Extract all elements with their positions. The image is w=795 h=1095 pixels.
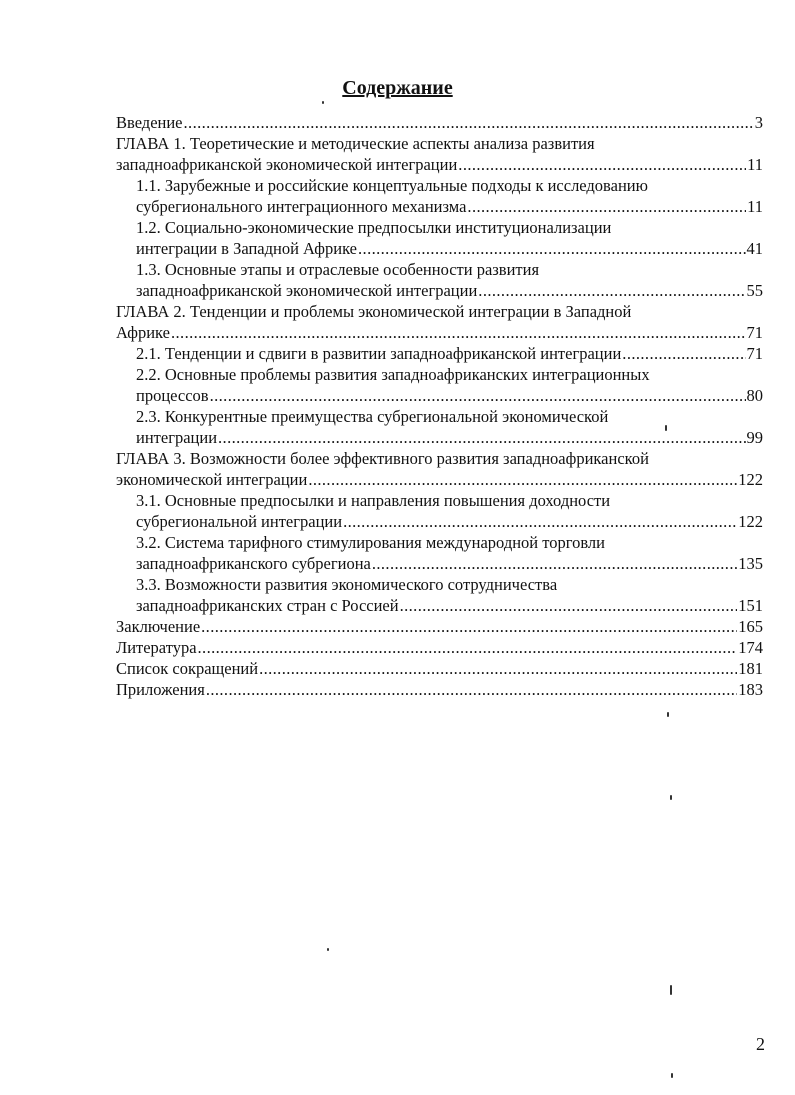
toc-subsection-line bbox=[116, 217, 763, 238]
toc-page-number: 135 bbox=[738, 554, 763, 573]
scan-speck bbox=[322, 101, 324, 104]
toc-page-number: 122 bbox=[738, 470, 763, 489]
toc-entry-text: субрегионального интеграционного механизма bbox=[136, 197, 467, 216]
toc-leader-dots bbox=[458, 154, 746, 175]
toc-entry-text: 2.3. Конкурентные преимущества субрегиональной экономической bbox=[136, 407, 609, 426]
toc-entry-text: Заключение bbox=[116, 617, 201, 636]
toc-leader-dots bbox=[201, 616, 737, 637]
toc-section-line bbox=[116, 154, 763, 175]
scan-speck bbox=[670, 795, 672, 800]
toc-subsection-line bbox=[116, 175, 763, 196]
table-of-contents bbox=[116, 112, 763, 700]
toc-entry-text: западноафриканской экономической интеграции bbox=[116, 155, 458, 174]
toc-subsection-line bbox=[116, 553, 763, 574]
toc-page-number: 80 bbox=[746, 386, 763, 405]
toc-entry-text: Введение bbox=[116, 113, 183, 132]
scan-speck bbox=[667, 712, 669, 717]
toc-subsection-line bbox=[116, 406, 763, 427]
toc-subsection-line bbox=[116, 196, 763, 217]
toc-leader-dots bbox=[478, 280, 745, 301]
toc-leader-dots bbox=[210, 385, 746, 406]
toc-leader-dots bbox=[467, 196, 746, 217]
toc-entry-text: 1.3. Основные этапы и отраслевые особенности развития bbox=[136, 260, 540, 279]
toc-leader-dots bbox=[171, 322, 746, 343]
toc-subsection-line bbox=[116, 364, 763, 385]
toc-entry-text: 3.1. Основные предпосылки и направления повышения доходности bbox=[136, 491, 611, 510]
toc-subsection-line bbox=[116, 259, 763, 280]
toc-leader-dots bbox=[206, 679, 737, 700]
toc-entry-text: ГЛАВА 3. Возможности более эффективного развития западноафриканской bbox=[116, 449, 649, 468]
toc-entry-text: процессов bbox=[136, 386, 209, 405]
toc-entry-text: 1.1. Зарубежные и российские концептуальные подходы к исследованию bbox=[136, 176, 648, 195]
toc-entry-text: субрегиональной интеграции bbox=[136, 512, 343, 531]
toc-subsection-line bbox=[116, 574, 763, 595]
toc-section-line bbox=[116, 301, 763, 322]
toc-page-number: 71 bbox=[746, 344, 763, 363]
toc-entry-text: Список сокращений bbox=[116, 659, 259, 678]
toc-entry-text: 2.1. Тенденции и сдвиги в развитии западноафриканской интеграции bbox=[136, 344, 622, 363]
page-number: 2 bbox=[756, 1034, 765, 1054]
toc-entry-text: Приложения bbox=[116, 680, 205, 699]
toc-entry-text: ГЛАВА 1. Теоретические и методические аспекты анализа развития bbox=[116, 134, 595, 153]
toc-entry-text: Литература bbox=[116, 638, 197, 657]
toc-page-number: 181 bbox=[738, 659, 763, 678]
toc-section-line bbox=[116, 616, 763, 637]
toc-page-number: 122 bbox=[738, 512, 763, 531]
toc-leader-dots bbox=[259, 658, 737, 679]
toc-section-line bbox=[116, 658, 763, 679]
toc-page-number: 55 bbox=[746, 281, 763, 300]
scan-speck bbox=[671, 1073, 673, 1078]
scan-speck bbox=[670, 985, 672, 995]
toc-section-line bbox=[116, 322, 763, 343]
toc-page-number: 165 bbox=[738, 617, 763, 636]
toc-leader-dots bbox=[358, 238, 745, 259]
toc-section-line bbox=[116, 448, 763, 469]
toc-page-number: 174 bbox=[738, 638, 763, 657]
toc-section-line bbox=[116, 469, 763, 490]
toc-entry-text: экономической интеграции bbox=[116, 470, 308, 489]
toc-leader-dots bbox=[400, 595, 738, 616]
toc-page-number: 11 bbox=[747, 155, 763, 174]
toc-entry-text: 3.3. Возможности развития экономического сотрудничества bbox=[136, 575, 558, 594]
toc-page-number: 151 bbox=[738, 596, 763, 615]
toc-subsection-line bbox=[116, 343, 763, 364]
toc-entry-text: западноафриканского субрегиона bbox=[136, 554, 371, 573]
toc-page-number: 183 bbox=[738, 680, 763, 699]
toc-subsection-line bbox=[116, 532, 763, 553]
toc-leader-dots bbox=[198, 637, 738, 658]
toc-subsection-line bbox=[116, 385, 763, 406]
toc-entry-text: 1.2. Социально-экономические предпосылки институционализации bbox=[136, 218, 612, 237]
toc-subsection-line bbox=[116, 511, 763, 532]
toc-subsection-line bbox=[116, 490, 763, 511]
toc-leader-dots bbox=[372, 553, 737, 574]
toc-leader-dots bbox=[622, 343, 745, 364]
toc-entry-text: Африке bbox=[116, 323, 170, 342]
toc-section-line bbox=[116, 112, 763, 133]
toc-title: Содержание bbox=[342, 77, 453, 99]
toc-page-number: 11 bbox=[747, 197, 763, 216]
toc-page-number: 3 bbox=[754, 113, 763, 132]
toc-entry-text: западноафриканской экономической интеграции bbox=[136, 281, 478, 300]
toc-subsection-line bbox=[116, 595, 763, 616]
scan-speck bbox=[665, 425, 667, 431]
toc-subsection-line bbox=[116, 238, 763, 259]
toc-entry-text: 2.2. Основные проблемы развития западноафриканских интеграционных bbox=[136, 365, 650, 384]
toc-entry-text: интеграции в Западной Африке bbox=[136, 239, 358, 258]
toc-page-number: 99 bbox=[746, 428, 763, 447]
toc-page-number: 71 bbox=[746, 323, 763, 342]
toc-leader-dots bbox=[184, 112, 754, 133]
toc-section-line bbox=[116, 637, 763, 658]
toc-entry-text: ГЛАВА 2. Тенденции и проблемы экономической интеграции в Западной bbox=[116, 302, 632, 321]
toc-entry-text: интеграции bbox=[136, 428, 218, 447]
toc-section-line bbox=[116, 679, 763, 700]
toc-leader-dots bbox=[343, 511, 737, 532]
toc-page-number: 41 bbox=[746, 239, 763, 258]
toc-entry-text: западноафриканских стран с Россией bbox=[136, 596, 399, 615]
toc-section-line bbox=[116, 133, 763, 154]
toc-entry-text: 3.2. Система тарифного стимулирования международной торговли bbox=[136, 533, 605, 552]
toc-leader-dots bbox=[308, 469, 737, 490]
scan-speck bbox=[327, 948, 329, 951]
toc-subsection-line bbox=[116, 280, 763, 301]
